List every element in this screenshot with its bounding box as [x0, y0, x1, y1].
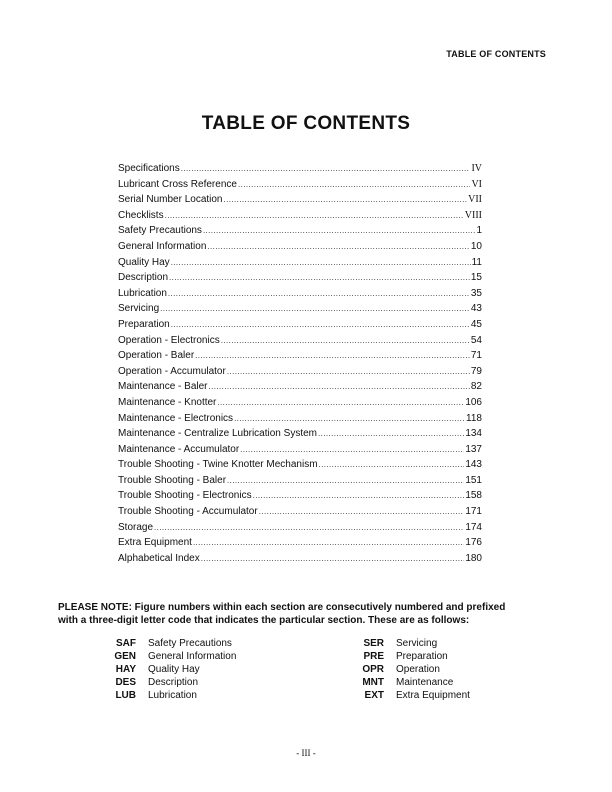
toc-entry[interactable] [118, 520, 482, 536]
toc-entry-label: Description [118, 272, 169, 284]
section-code-name: Extra Equipment [396, 690, 470, 701]
section-code-name: Servicing [396, 638, 438, 649]
section-code-name: Description [148, 677, 199, 688]
toc-entry-page: 174 [465, 521, 482, 533]
toc-entry-page: 171 [465, 506, 482, 518]
toc-entry-label: Serial Number Location [118, 194, 223, 206]
section-code-name: Quality Hay [148, 664, 200, 675]
toc-entry-page: 35 [470, 287, 482, 299]
section-code-name: Maintenance [396, 677, 454, 688]
toc-entry-label: Maintenance - Accumulator [118, 443, 240, 455]
toc-entry[interactable] [118, 364, 482, 380]
toc-entry-page: 45 [470, 318, 482, 330]
note-line: with a three-digit letter code that indicates the particular section. These are as follows: [58, 615, 470, 626]
toc-entry[interactable] [118, 161, 482, 177]
toc-entry[interactable] [118, 426, 482, 442]
toc-entry[interactable] [118, 223, 482, 239]
section-code-name: Preparation [396, 651, 448, 662]
toc-entry-page: 180 [465, 552, 482, 564]
toc-entry-label: Storage [118, 521, 154, 533]
dot-leader [234, 411, 465, 427]
dot-leader [160, 301, 470, 317]
toc-entry-page: 54 [470, 334, 482, 346]
dot-leader [253, 488, 465, 504]
toc-entry-page: 82 [470, 381, 482, 393]
dot-leader [203, 223, 476, 239]
toc-entry-label: Trouble Shooting - Electronics [118, 490, 252, 502]
section-code-row [348, 663, 470, 676]
section-code-name: Lubrication [148, 690, 197, 701]
toc-entry-label: Specifications [118, 163, 180, 174]
toc-entry-page: 176 [465, 537, 482, 549]
please-note [58, 601, 558, 627]
dot-leader [169, 270, 470, 286]
page-number: - III - [296, 748, 316, 758]
dot-leader [221, 333, 470, 349]
toc-entry[interactable] [118, 255, 482, 271]
toc-entry-label: Maintenance - Baler [118, 381, 208, 393]
toc-entry-page: 10 [470, 240, 482, 252]
dot-leader [154, 520, 464, 536]
dot-leader [165, 208, 464, 224]
section-code: EXT [364, 690, 384, 701]
section-code: LUB [115, 690, 136, 701]
toc-entry-page: 118 [466, 412, 482, 424]
dot-leader [227, 473, 464, 489]
toc-entry-label: Quality Hay [118, 256, 170, 268]
running-header: TABLE OF CONTENTS [446, 49, 546, 59]
toc-entry-label: Maintenance - Electronics [118, 412, 234, 424]
toc-entry[interactable] [118, 457, 482, 473]
toc-entry-page: VIII [464, 209, 482, 221]
section-code-name: Operation [396, 664, 440, 675]
dot-leader [318, 426, 464, 442]
section-code-row [100, 676, 236, 689]
table-of-contents [118, 161, 482, 566]
toc-entry-page: 143 [465, 459, 482, 471]
toc-entry-page: 15 [470, 272, 482, 284]
dot-leader [319, 457, 465, 473]
toc-entry[interactable] [118, 473, 482, 489]
toc-entry-label: Extra Equipment [118, 537, 192, 549]
dot-leader [201, 551, 465, 567]
toc-entry[interactable] [118, 395, 482, 411]
toc-entry-page: 11 [471, 256, 482, 268]
dot-leader [168, 286, 470, 302]
toc-entry-label: Checklists [118, 209, 164, 221]
dot-leader [259, 504, 465, 520]
section-code: HAY [115, 664, 136, 675]
section-code: PRE [363, 651, 384, 662]
section-code-row [100, 689, 236, 702]
section-code-row [348, 637, 470, 650]
toc-entry-label: Safety Precautions [118, 225, 202, 237]
section-code-row [348, 650, 470, 663]
section-code-row [348, 689, 470, 702]
toc-entry[interactable] [118, 535, 482, 551]
toc-entry[interactable] [118, 379, 482, 395]
toc-entry[interactable] [118, 317, 482, 333]
dot-leader [240, 442, 464, 458]
toc-entry-page: 79 [470, 365, 482, 377]
toc-entry-label: Maintenance - Knotter [118, 396, 217, 408]
section-code: SAF [116, 638, 136, 649]
dot-leader [227, 364, 470, 380]
toc-entry-page: VII [468, 194, 482, 206]
section-code-name: Safety Precautions [148, 638, 232, 649]
toc-entry-page: 106 [465, 396, 482, 408]
toc-entry-label: Servicing [118, 303, 160, 315]
toc-entry[interactable] [118, 411, 482, 427]
toc-entry[interactable] [118, 286, 482, 302]
toc-entry[interactable] [118, 192, 482, 208]
dot-leader [238, 177, 470, 193]
section-code: SER [363, 638, 384, 649]
dot-leader [224, 192, 468, 208]
dot-leader [193, 535, 464, 551]
toc-entry-label: Operation - Electronics [118, 334, 220, 346]
section-code-row [100, 663, 236, 676]
section-code-row [348, 676, 470, 689]
section-codes-right [348, 637, 470, 702]
dot-leader [217, 395, 464, 411]
toc-entry-label: Alphabetical Index [118, 552, 200, 564]
toc-entry-page: VI [471, 178, 482, 190]
note-line: PLEASE NOTE: Figure numbers within each section are consecutively numbered and prefixed [58, 602, 506, 613]
toc-entry-page: 158 [465, 490, 482, 502]
dot-leader [209, 379, 470, 395]
toc-entry-label: Trouble Shooting - Baler [118, 474, 227, 486]
toc-entry[interactable] [118, 488, 482, 504]
toc-entry[interactable] [118, 301, 482, 317]
toc-entry-label: Trouble Shooting - Accumulator [118, 506, 258, 518]
dot-leader [195, 348, 470, 364]
toc-entry[interactable] [118, 270, 482, 286]
section-code: GEN [114, 651, 136, 662]
section-code: OPR [362, 664, 384, 675]
dot-leader [171, 317, 470, 333]
toc-entry-label: Operation - Baler [118, 350, 195, 362]
toc-entry[interactable] [118, 333, 482, 349]
toc-entry-page: 71 [470, 350, 482, 362]
toc-entry[interactable] [118, 442, 482, 458]
section-code: DES [115, 677, 136, 688]
toc-entry-label: General Information [118, 240, 207, 252]
section-code-name: General Information [148, 651, 237, 662]
toc-entry-label: Maintenance - Centralize Lubrication System [118, 428, 317, 440]
dot-leader [181, 161, 471, 177]
page-title: TABLE OF CONTENTS [201, 113, 411, 134]
section-code-row [100, 637, 236, 650]
dot-leader [171, 255, 471, 271]
toc-entry-page: 134 [465, 428, 482, 440]
toc-entry-page: IV [471, 163, 482, 174]
toc-entry[interactable] [118, 208, 482, 224]
toc-entry[interactable] [118, 177, 482, 193]
toc-entry-page: 151 [465, 474, 482, 486]
toc-entry-label: Operation - Accumulator [118, 365, 226, 377]
toc-entry-label: Lubricant Cross Reference [118, 178, 237, 190]
toc-entry-page: 43 [470, 303, 482, 315]
toc-entry-label: Lubrication [118, 287, 167, 299]
dot-leader [207, 239, 469, 255]
toc-entry-page: 137 [465, 443, 482, 455]
toc-entry[interactable] [118, 239, 482, 255]
toc-entry-label: Trouble Shooting - Twine Knotter Mechanism [118, 459, 318, 471]
toc-entry-page: 1 [476, 225, 482, 237]
toc-entry-label: Preparation [118, 318, 170, 330]
section-code: MNT [362, 677, 384, 688]
section-code-row [100, 650, 236, 663]
section-codes-left [100, 637, 236, 702]
toc-entry[interactable] [118, 348, 482, 364]
toc-entry[interactable] [118, 504, 482, 520]
toc-entry[interactable] [118, 551, 482, 567]
